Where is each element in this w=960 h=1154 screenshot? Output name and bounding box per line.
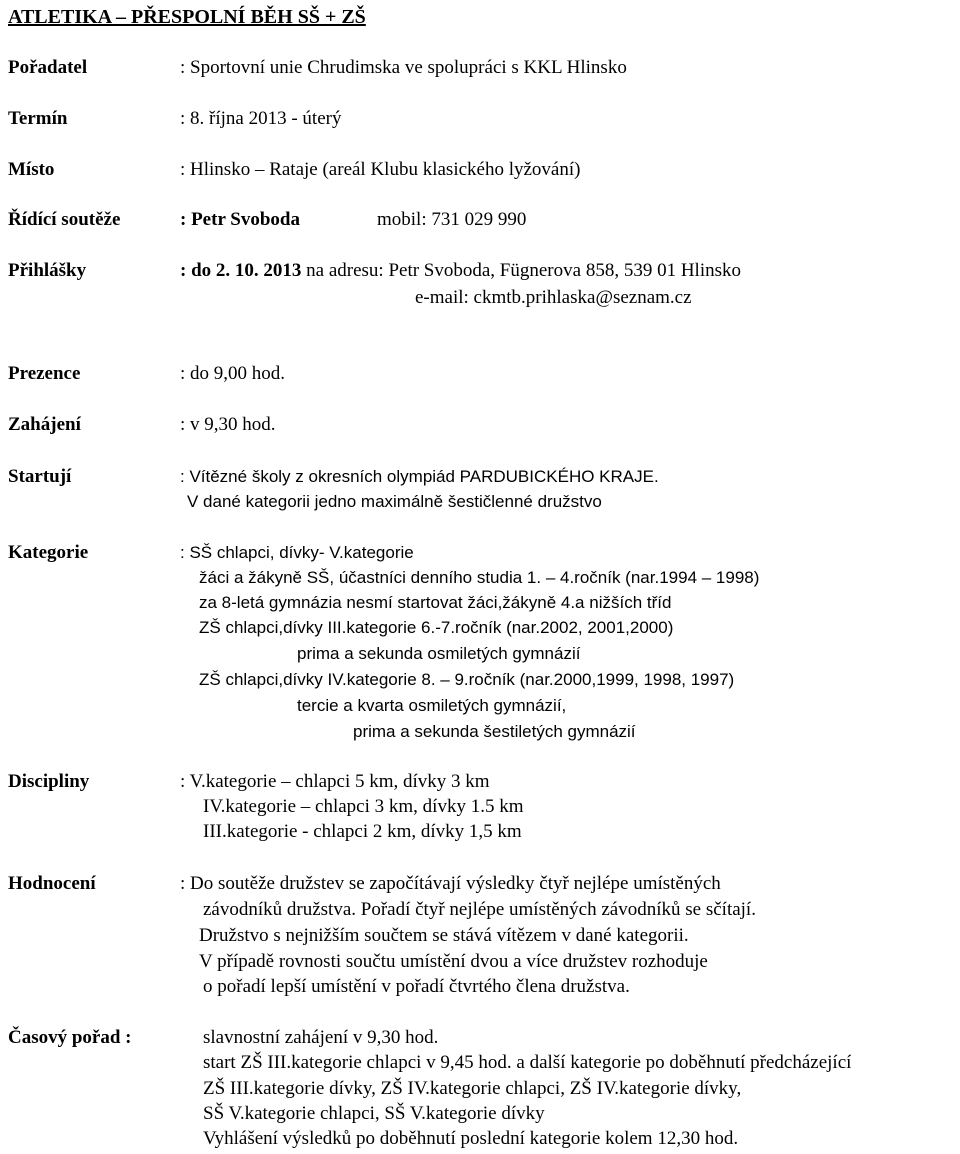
value-prezence: : do 9,00 hod. bbox=[180, 363, 286, 384]
label-casovy-porad: Časový pořad : bbox=[8, 1027, 132, 1048]
label-misto: Místo bbox=[8, 159, 55, 180]
value-startuji-line: V dané kategorii jedno maximálně šestičlenné družstvo bbox=[187, 492, 602, 511]
label-hodnoceni: Hodnocení bbox=[8, 873, 96, 894]
value-prihlasky-address: na adresu: Petr Svoboda, Fügnerova 858, 539 01 Hlinsko bbox=[301, 260, 741, 281]
value-kategorie-line: : SŠ chlapci, dívky- V.kategorie bbox=[180, 543, 414, 562]
value-prihlasky-email: e-mail: ckmtb.prihlaska@seznam.cz bbox=[415, 287, 692, 308]
value-hodnoceni-line: závodníků družstva. Pořadí čtyř nejlépe umístěných závodníků se sčítají. bbox=[203, 899, 756, 920]
value-termin: : 8. října 2013 - úterý bbox=[180, 108, 342, 129]
value-discipliny-line: III.kategorie - chlapci 2 km, dívky 1,5 km bbox=[203, 821, 522, 842]
value-kategorie-line: za 8-letá gymnázia nesmí startovat žáci,žákyně 4.a nižších tříd bbox=[199, 593, 672, 612]
value-hodnoceni-line: : Do soutěže družstev se započítávají výsledky čtyř nejlépe umístěných bbox=[180, 873, 721, 894]
value-kategorie-line: ZŠ chlapci,dívky III.kategorie 6.-7.ročník (nar.2002, 2001,2000) bbox=[199, 618, 674, 637]
value-kategorie-line: prima a sekunda osmiletých gymnázií bbox=[297, 644, 581, 663]
value-ridici-mobile: mobil: 731 029 990 bbox=[377, 209, 527, 230]
value-casovy-line: ZŠ III.kategorie dívky, ZŠ IV.kategorie chlapci, ZŠ IV.kategorie dívky, bbox=[203, 1078, 742, 1099]
value-casovy-line: Vyhlášení výsledků po doběhnutí poslední kategorie kolem 12,30 hod. bbox=[203, 1128, 739, 1149]
label-prezence: Prezence bbox=[8, 363, 81, 384]
label-poradatel: Pořadatel bbox=[8, 57, 88, 78]
value-casovy-line: slavnostní zahájení v 9,30 hod. bbox=[203, 1027, 439, 1048]
value-discipliny-line: IV.kategorie – chlapci 3 km, dívky 1.5 km bbox=[203, 796, 524, 817]
value-hodnoceni-line: Družstvo s nejnižším součtem se stává vítězem v dané kategorii. bbox=[199, 925, 689, 946]
label-zahajeni: Zahájení bbox=[8, 414, 81, 435]
value-startuji-line: : Vítězné školy z okresních olympiád PARDUBICKÉHO KRAJE. bbox=[180, 467, 659, 486]
value-hodnoceni-line: o pořadí lepší umístění v pořadí čtvrtého člena družstva. bbox=[203, 976, 630, 997]
value-kategorie-line: tercie a kvarta osmiletých gymnázií, bbox=[297, 696, 567, 715]
value-casovy-line: SŠ V.kategorie chlapci, SŠ V.kategorie dívky bbox=[203, 1103, 545, 1124]
label-prihlasky: Přihlášky bbox=[8, 260, 87, 281]
value-hodnoceni-line: V případě rovnosti součtu umístění dvou a více družstev rozhoduje bbox=[199, 951, 708, 972]
value-ridici: : Petr Svoboda bbox=[180, 209, 300, 230]
value-prihlasky bbox=[180, 260, 741, 282]
label-discipliny: Discipliny bbox=[8, 771, 90, 792]
value-prihlasky-date: : do 2. 10. 2013 bbox=[180, 260, 302, 281]
value-casovy-line: start ZŠ III.kategorie chlapci v 9,45 hod. a další kategorie po doběhnutí předcházející bbox=[203, 1052, 852, 1073]
value-kategorie-line: ZŠ chlapci,dívky IV.kategorie 8. – 9.ročník (nar.2000,1999, 1998, 1997) bbox=[199, 670, 735, 689]
value-kategorie-line: žáci a žákyně SŠ, účastníci denního studia 1. – 4.ročník (nar.1994 – 1998) bbox=[199, 568, 760, 587]
label-kategorie: Kategorie bbox=[8, 542, 89, 563]
value-misto: : Hlinsko – Rataje (areál Klubu klasického lyžování) bbox=[180, 159, 581, 180]
value-poradatel: : Sportovní unie Chrudimska ve spolupráci s KKL Hlinsko bbox=[180, 57, 627, 78]
label-termin: Termín bbox=[8, 108, 68, 129]
label-startuji: Startují bbox=[8, 466, 72, 487]
value-kategorie-line: prima a sekunda šestiletých gymnázií bbox=[353, 722, 636, 741]
label-ridici: Řídící soutěže bbox=[8, 209, 121, 230]
value-zahajeni: : v 9,30 hod. bbox=[180, 414, 276, 435]
value-discipliny-line: : V.kategorie – chlapci 5 km, dívky 3 km bbox=[180, 771, 490, 792]
document-title: ATLETIKA – PŘESPOLNÍ BĚH SŠ + ZŠ bbox=[8, 6, 366, 28]
